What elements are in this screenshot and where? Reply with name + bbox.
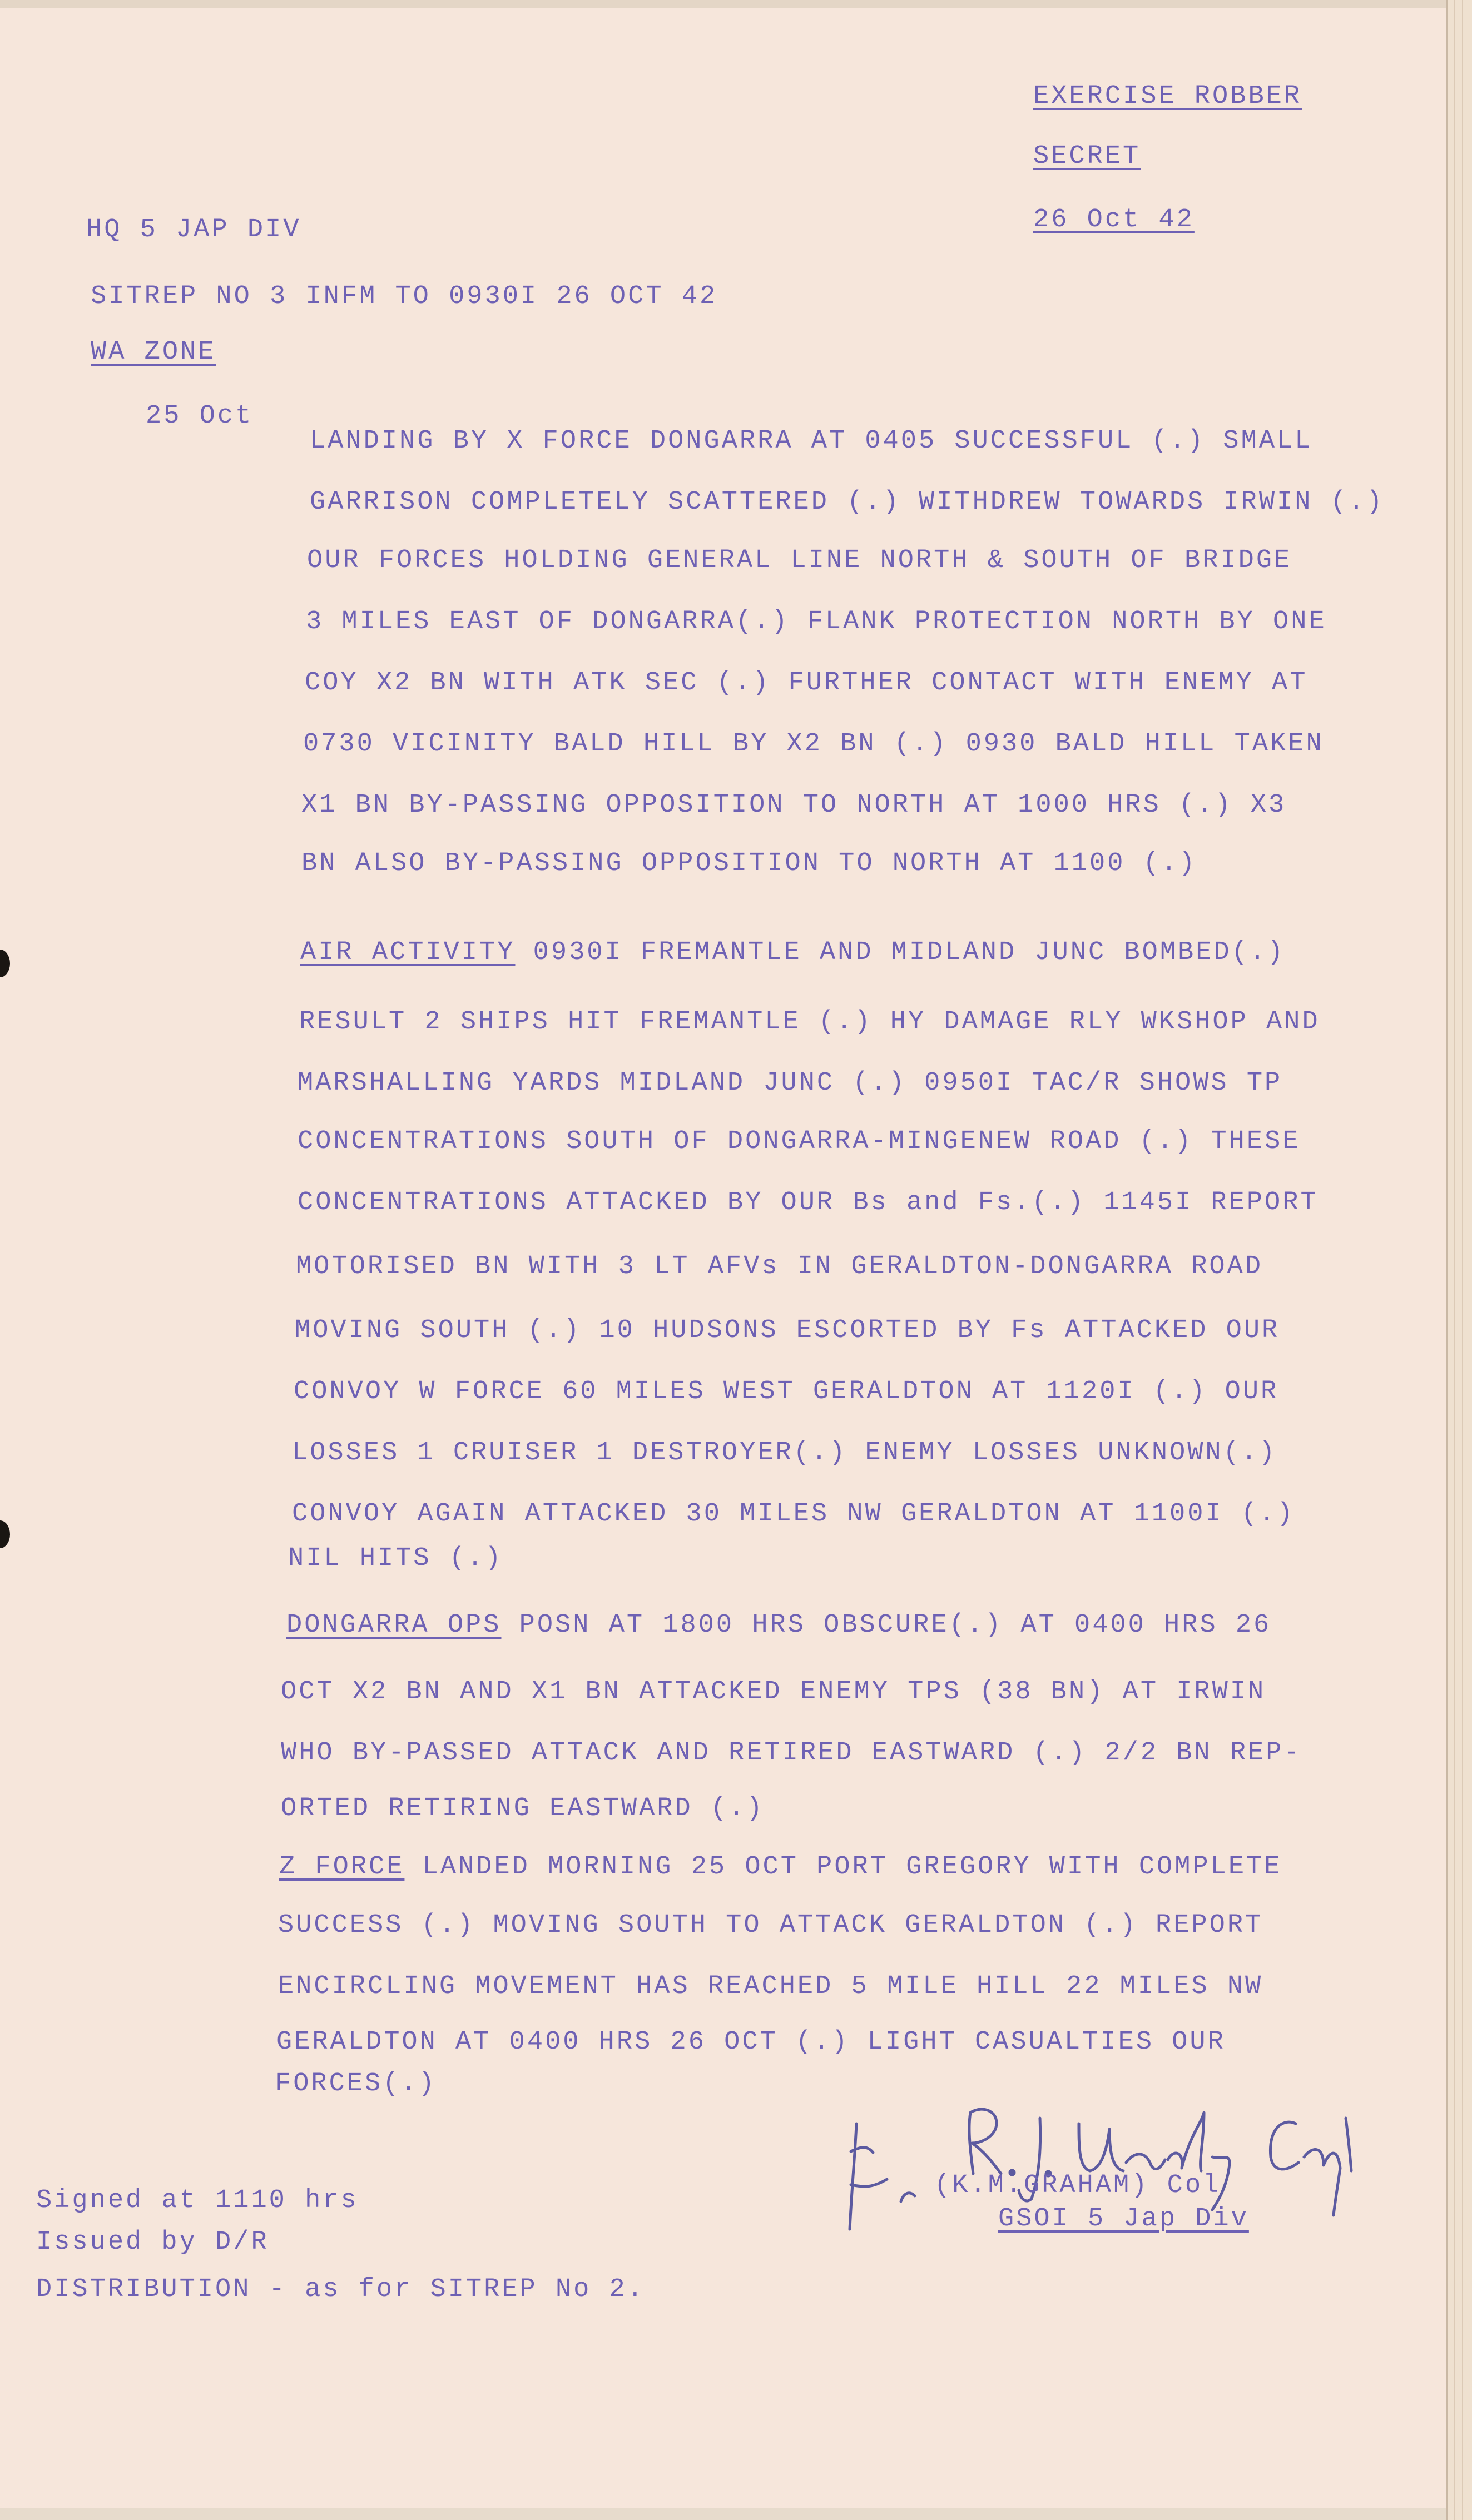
punch-hole — [0, 1520, 10, 1548]
signed-time: Signed at 1110 hrs — [36, 2186, 359, 2215]
unit-heading: HQ 5 JAP DIV — [86, 215, 301, 245]
body-line: GARRISON COMPLETELY SCATTERED (.) WITHDREW TOWARDS IRWIN (.) — [310, 488, 1385, 517]
body-line: LOSSES 1 CRUISER 1 DESTROYER(.) ENEMY LOSSES UNKNOWN(.) — [292, 1438, 1277, 1468]
body-line: GERALDTON AT 0400 HRS 26 OCT (.) LIGHT CASUALTIES OUR — [276, 2027, 1226, 2057]
sitrep-title: SITREP NO 3 INFM TO 0930I 26 OCT 42 — [91, 282, 718, 311]
dongarra-ops-first-line — [286, 1612, 1271, 1638]
body-line: 3 MILES EAST OF DONGARRA(.) FLANK PROTECTION NORTH BY ONE — [306, 607, 1327, 637]
adjacent-page-edge — [1446, 0, 1472, 2520]
dongarra-ops-heading: DONGARRA OPS — [286, 1611, 502, 1640]
signatory-title: GSOI 5 Jap Div — [998, 2204, 1249, 2234]
page-bottom-edge — [0, 2508, 1446, 2520]
body-line: OCT X2 BN AND X1 BN ATTACKED ENEMY TPS (38 BN) AT IRWIN — [281, 1677, 1266, 1707]
distribution-note: DISTRIBUTION - as for SITREP No 2. — [36, 2275, 645, 2304]
body-line: MARSHALLING YARDS MIDLAND JUNC (.) 0950I TAC/R SHOWS TP — [298, 1068, 1283, 1098]
body-line: LANDING BY X FORCE DONGARRA AT 0405 SUCCESSFUL (.) SMALL — [310, 426, 1313, 456]
body-line: CONCENTRATIONS ATTACKED BY OUR Bs and Fs.(.) 1145I REPORT — [298, 1188, 1319, 1217]
entry-date: 25 Oct — [146, 401, 254, 431]
z-force-heading: Z FORCE — [279, 1852, 405, 1882]
body-line: WHO BY-PASSED ATTACK AND RETIRED EASTWARD (.) 2/2 BN REP- — [281, 1738, 1302, 1768]
dongarra-ops-text: POSN AT 1800 HRS OBSCURE(.) AT 0400 HRS 26 — [501, 1611, 1272, 1640]
body-line: ORTED RETIRING EASTWARD (.) — [281, 1794, 765, 1823]
air-activity-text: 0930I FREMANTLE AND MIDLAND JUNC BOMBED(.) — [515, 938, 1286, 967]
issued-by: Issued by D/R — [36, 2228, 269, 2257]
exercise-name: EXERCISE ROBBER — [1033, 82, 1302, 111]
edge-line — [1462, 0, 1463, 2520]
punch-hole — [0, 950, 10, 977]
page-top-edge — [0, 0, 1446, 8]
body-line: MOVING SOUTH (.) 10 HUDSONS ESCORTED BY Fs ATTACKED OUR — [295, 1316, 1280, 1345]
body-line: RESULT 2 SHIPS HIT FREMANTLE (.) HY DAMAGE RLY WKSHOP AND — [299, 1007, 1320, 1037]
air-activity-heading: AIR ACTIVITY — [300, 938, 516, 967]
body-line: SUCCESS (.) MOVING SOUTH TO ATTACK GERALDTON (.) REPORT — [278, 1911, 1263, 1940]
body-line: OUR FORCES HOLDING GENERAL LINE NORTH & SOUTH OF BRIDGE — [307, 546, 1292, 575]
air-activity-first-line — [300, 940, 1285, 966]
signatory-name: (K.M.GRAHAM) Col — [934, 2171, 1221, 2200]
body-line: 0730 VICINITY BALD HILL BY X2 BN (.) 0930 BALD HILL TAKEN — [303, 729, 1324, 759]
body-line: COY X2 BN WITH ATK SEC (.) FURTHER CONTACT WITH ENEMY AT — [305, 668, 1308, 698]
zone-heading: WA ZONE — [91, 337, 216, 367]
body-line: FORCES(.) — [275, 2069, 437, 2099]
document-date: 26 Oct 42 — [1033, 205, 1195, 235]
z-force-text: LANDED MORNING 25 OCT PORT GREGORY WITH COMPLETE — [404, 1852, 1282, 1882]
body-line: CONVOY W FORCE 60 MILES WEST GERALDTON AT 1120I (.) OUR — [294, 1377, 1279, 1406]
body-line: MOTORISED BN WITH 3 LT AFVs IN GERALDTON-DONGARRA ROAD — [296, 1252, 1263, 1281]
body-line: ENCIRCLING MOVEMENT HAS REACHED 5 MILE HILL 22 MILES NW — [278, 1972, 1263, 2001]
body-line: X1 BN BY-PASSING OPPOSITION TO NORTH AT 1000 HRS (.) X3 — [301, 791, 1287, 820]
body-line: CONCENTRATIONS SOUTH OF DONGARRA-MINGENEW ROAD (.) THESE — [298, 1127, 1301, 1156]
classification-label: SECRET — [1033, 142, 1141, 171]
body-line: NIL HITS (.) — [288, 1544, 503, 1573]
body-line: CONVOY AGAIN ATTACKED 30 MILES NW GERALDTON AT 1100I (.) — [292, 1499, 1295, 1529]
edge-line — [1454, 0, 1455, 2520]
z-force-first-line — [279, 1854, 1282, 1880]
body-line: BN ALSO BY-PASSING OPPOSITION TO NORTH AT 1100 (.) — [301, 849, 1197, 878]
